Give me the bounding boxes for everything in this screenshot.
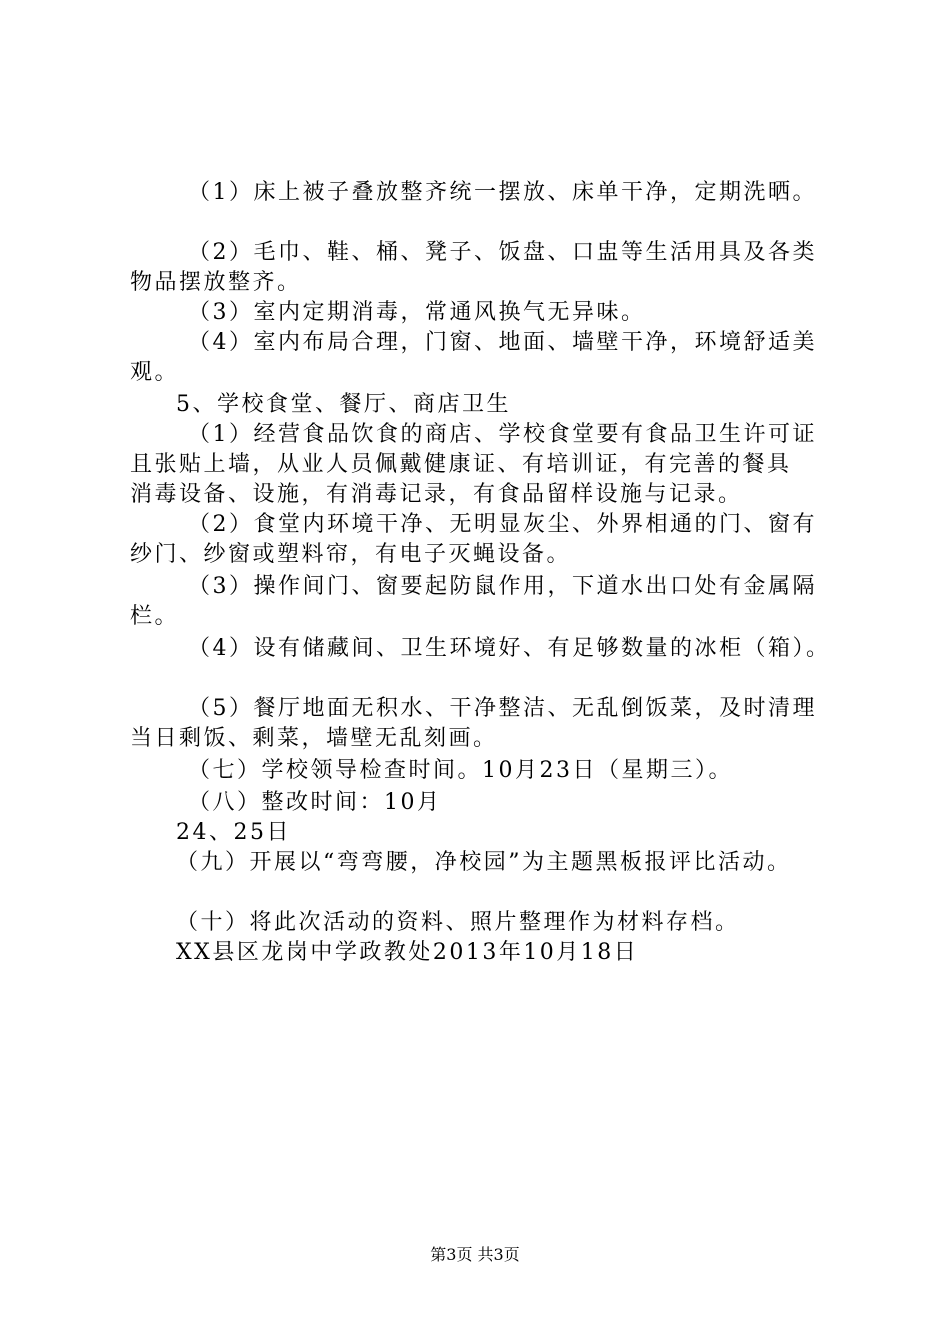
text-line: 24、25日 (176, 820, 291, 845)
text-line: 且张贴上墙，从业人员佩戴健康证、有培训证，有完善的餐具 (130, 452, 792, 477)
text-line: 消毒设备、设施，有消毒记录，有食品留样设施与记录。 (130, 482, 743, 507)
text-line: 当日剩饭、剩菜，墙壁无乱刻画。 (130, 726, 498, 751)
text-line: （4）室内布局合理，门窗、地面、墙壁干净，环境舒适美 (188, 330, 817, 355)
text-line: （2）食堂内环境干净、无明显灰尘、外界相通的门、窗有 (188, 512, 817, 537)
signature-line: XX县区龙岗中学政教处2013年10月18日 (176, 940, 639, 965)
text-line: （九）开展以“弯弯腰，净校园”为主题黑板报评比活动。 (176, 850, 792, 875)
text-line: （七）学校领导检查时间。10月23日（星期三）。 (188, 758, 733, 783)
text-line: （1）经营食品饮食的商店、学校食堂要有食品卫生许可证 (188, 422, 817, 447)
text-line: （十）将此次活动的资料、照片整理作为材料存档。 (176, 910, 740, 935)
text-line: （5）餐厅地面无积水、干净整洁、无乱倒饭菜，及时清理 (188, 696, 817, 721)
section-heading: 5、学校食堂、餐厅、商店卫生 (176, 392, 511, 417)
text-line: （1）床上被子叠放整齐统一摆放、床单干净，定期洗晒。 (188, 180, 817, 205)
text-line: 物品摆放整齐。 (130, 270, 302, 295)
text-line: （2）毛巾、鞋、桶、凳子、饭盘、口盅等生活用具及各类 (188, 240, 817, 265)
text-line: 观。 (130, 360, 180, 385)
text-line: 纱门、纱窗或塑料帘，有电子灭蝇设备。 (130, 542, 572, 567)
text-line: 栏。 (130, 604, 180, 629)
text-line: （3）操作间门、窗要起防鼠作用，下道水出口处有金属隔 (188, 574, 817, 599)
text-line: （八）整改时间：10月 (188, 790, 442, 815)
text-line: （3）室内定期消毒，常通风换气无异味。 (188, 300, 646, 325)
page-footer: 第3页 共3页 (430, 1245, 520, 1264)
text-line: （4）设有储藏间、卫生环境好、有足够数量的冰柜（箱）。 (188, 636, 831, 661)
